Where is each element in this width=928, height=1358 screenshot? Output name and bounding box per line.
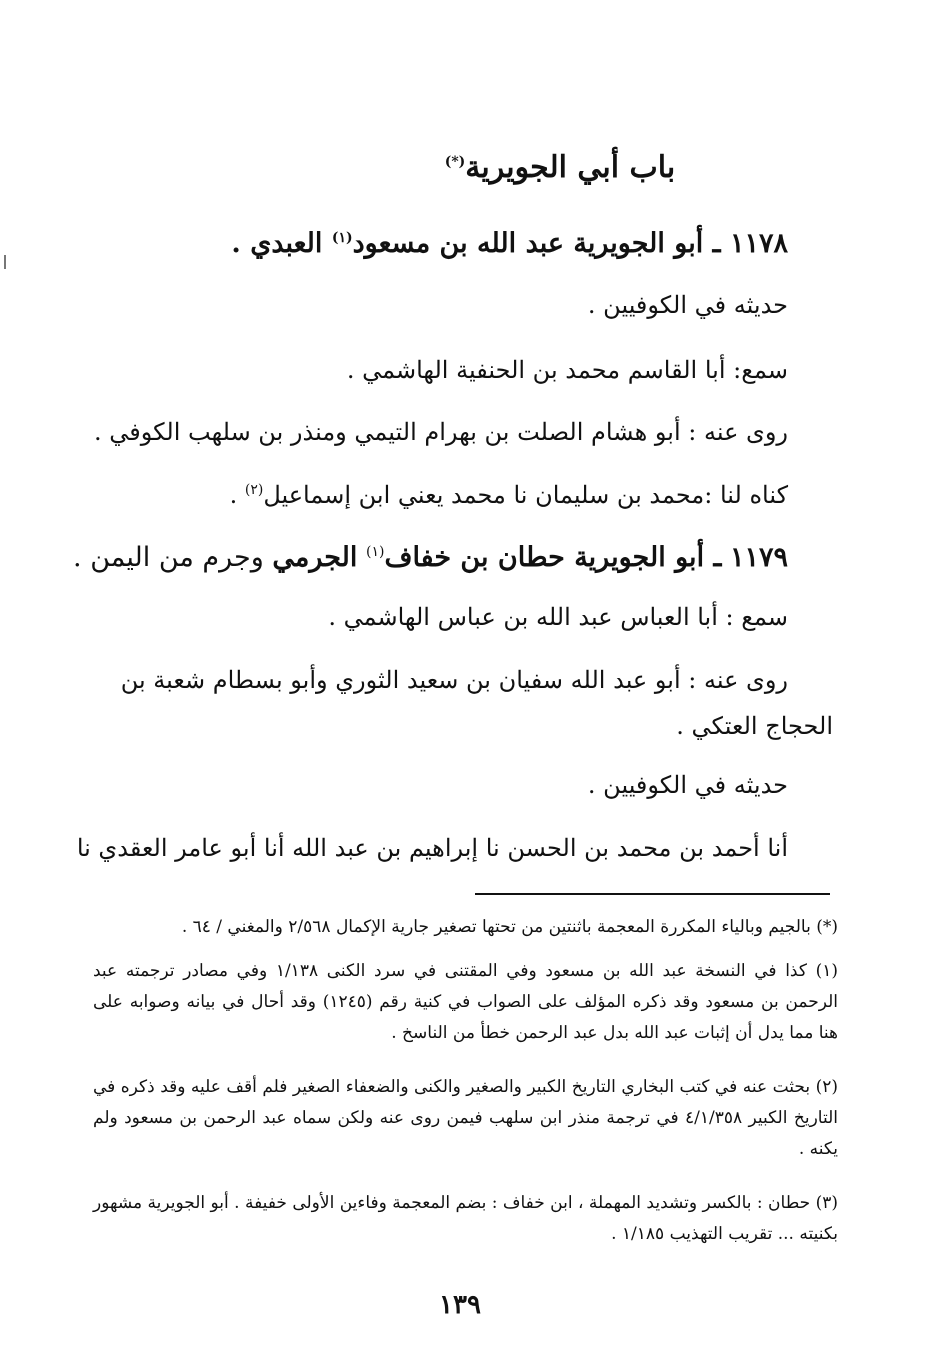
scan-edge-mark: [4, 255, 6, 269]
entry-nisba: الجرمي: [272, 542, 358, 573]
page-number: ١٣٩: [439, 1290, 481, 1320]
entry-1179-line: روى عنه : أبو عبد الله سفيان بن سعيد الثوري وأبو بسطام شعبة بن: [120, 666, 788, 694]
footnote-2: (٢) بحثت عنه في كتب البخاري التاريخ الكبير والصغير والكنى والضعفاء الصغير فلم أقف عليه وقد ذكره في التاريخ الكبير ٤/١/٣٥٨ في ترجمة منذر ابن سلهب فيمن روى عنه ولكن سماه عبد الرحمن بن مسعود ولم يكنه .: [93, 1077, 838, 1159]
entry-1179-line: أنا أحمد بن محمد بن الحسن نا إبراهيم بن عبد الله أنا أبو عامر العقدي نا: [76, 834, 788, 862]
entry-nisba: العبدي .: [231, 228, 323, 259]
kunya-text: كناه لنا :محمد بن سليمان نا محمد يعني ابن إسماعيل: [263, 481, 788, 509]
entry-1178-line: سمع: أبا القاسم محمد بن الحنفية الهاشمي .: [346, 356, 788, 384]
footnote-ref: (٢): [244, 482, 264, 498]
kunya-end: .: [229, 481, 245, 509]
footnote-ref: (١): [331, 230, 353, 246]
chapter-title: باب أبي الجويرية: [465, 150, 676, 185]
footnote-3: (٣) حطان : بالكسر وتشديد المهملة ، ابن خفاف : بضم المعجمة وفاءين الأولى خفيفة . أبو الجويرية مشهور بكنيته ... تقريب التهذيب ١/١٨٥ .: [93, 1193, 838, 1244]
entry-note: وجرم من اليمن .: [73, 542, 264, 573]
entry-1179-line: سمع : أبا العباس عبد الله بن عباس الهاشمي .: [328, 603, 788, 631]
entry-number: ١١٧٩: [729, 542, 788, 573]
entry-name: ـ أبو الجويرية حطان بن خفاف: [384, 542, 722, 573]
entry-number: ١١٧٨: [729, 228, 788, 259]
entry-name: ـ أبو الجويرية عبد الله بن مسعود: [352, 228, 721, 259]
chapter-heading: [330, 150, 790, 185]
chapter-footnote-mark: (*): [444, 154, 466, 170]
footnote-ref: (١): [366, 544, 385, 560]
entry-1178-line: روى عنه : أبو هشام الصلت بن بهرام التيمي ومنذر بن سلهب الكوفي .: [94, 418, 788, 446]
footnote-1: (١) كذا في النسخة عبد الله بن مسعود وفي المقتنى في سرد الكنى ١/١٣٨ وفي مصادر ترجمته عبد الرحمن بن مسعود وقد ذكره المؤلف على الصواب في كنية رقم (١٢٤٥) وقد أحال في بيانه وصوابه على هنا مما يدل أن إثبات عبد الله بدل عبد الرحمن خطأ من الناسخ .: [93, 961, 839, 1043]
footnote-star: (*) بالجيم وبالياء المكررة المعجمة باثنتين من تحتها تصغير جارية الإكمال ٢/٥٦٨ والمغني / ٦٤ .: [181, 917, 838, 937]
entry-1178-kunya-line: [230, 470, 788, 515]
entry-1178-title: [231, 218, 788, 264]
footnote-separator: [475, 893, 830, 895]
entry-1179-line: حديثه في الكوفيين .: [587, 771, 788, 799]
entry-1178-line: حديثه في الكوفيين .: [587, 291, 788, 319]
entry-1179-line: الحجاج العتكي .: [676, 712, 833, 740]
entry-1179-title: [73, 532, 788, 578]
